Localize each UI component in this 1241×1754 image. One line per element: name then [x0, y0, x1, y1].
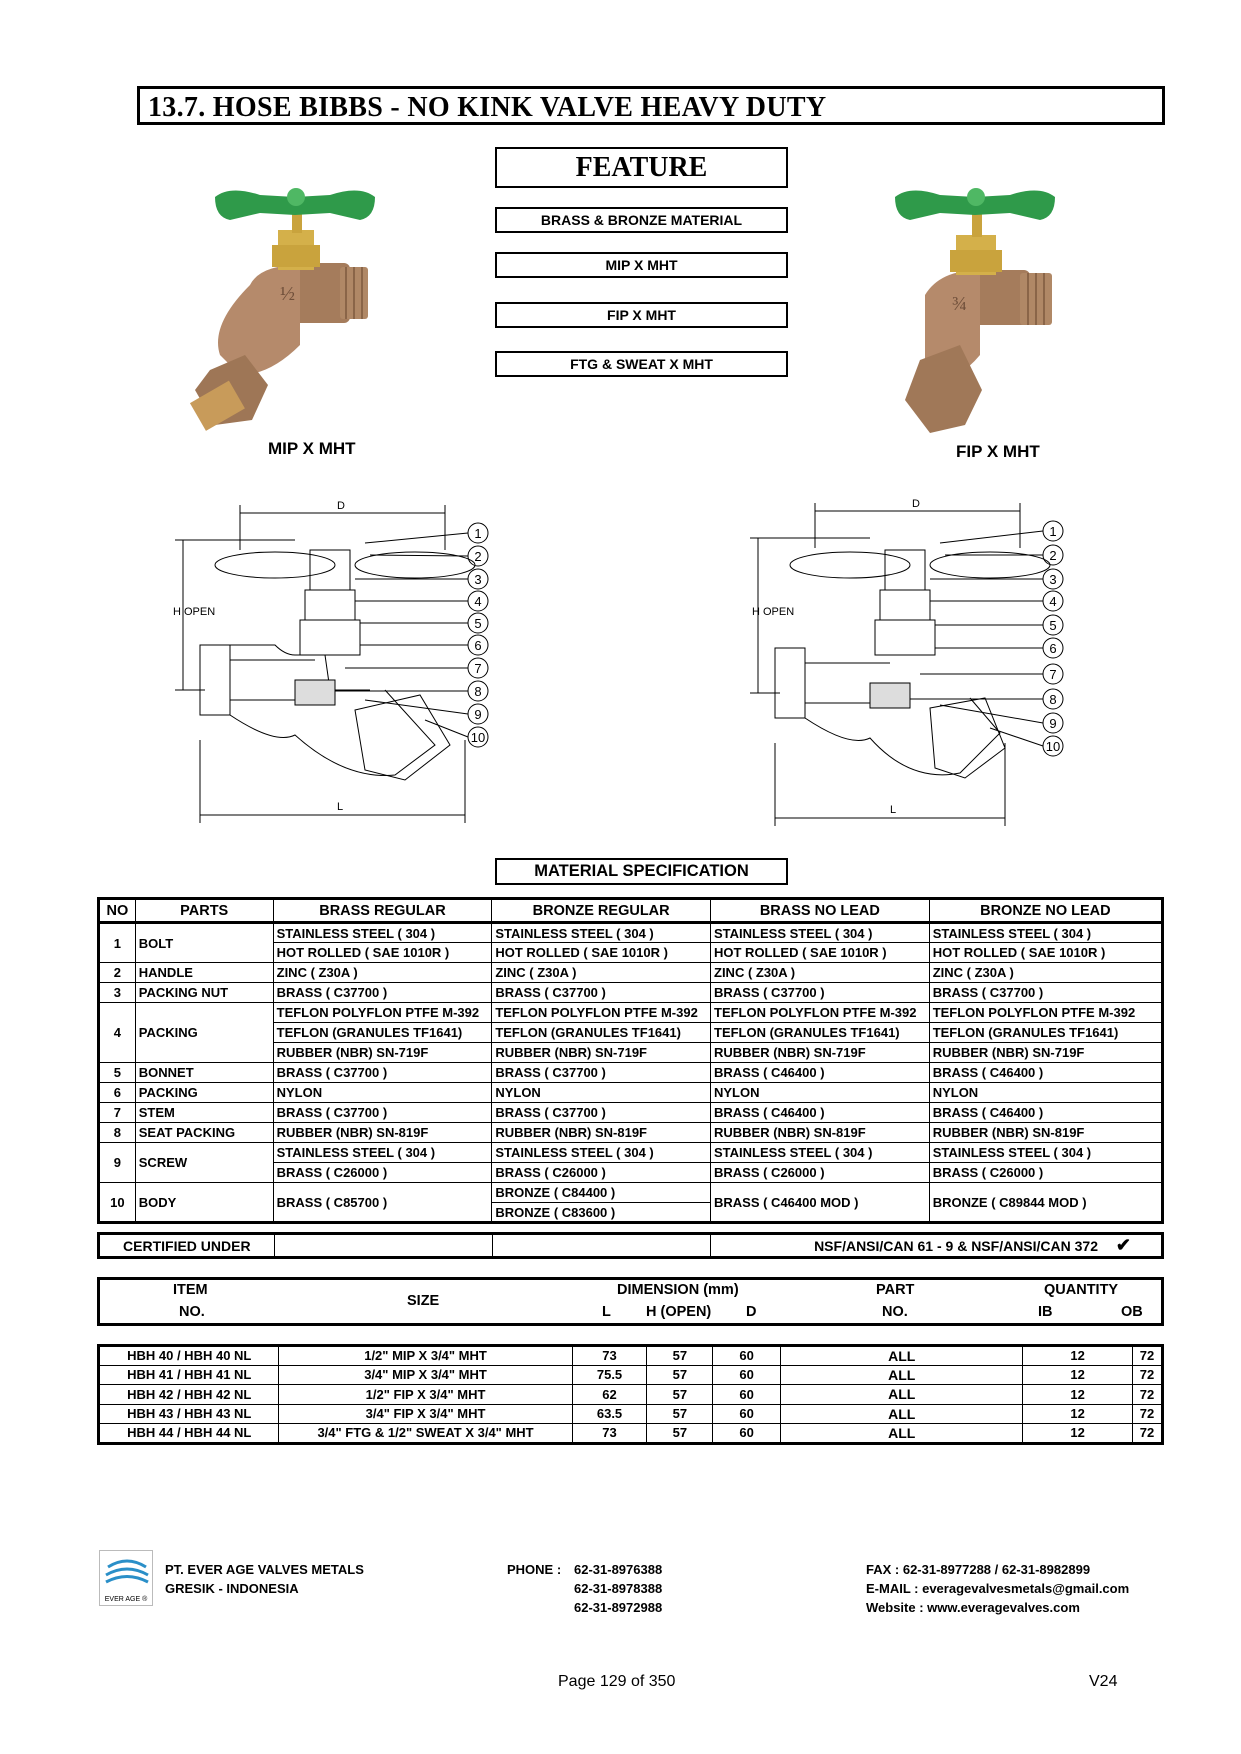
- material-cell: BRONZE ( C83600 ): [492, 1203, 711, 1223]
- table-row: [99, 1346, 1163, 1366]
- left-photo-caption: MIP X MHT: [268, 439, 356, 458]
- dim-d-label: D: [337, 500, 345, 512]
- part-name: PACKING: [135, 1083, 273, 1103]
- material-spec-heading: MATERIAL SPECIFICATION: [495, 858, 788, 885]
- l-cell: 62: [572, 1385, 647, 1405]
- ob-cell: 72: [1132, 1365, 1162, 1385]
- part-cell: ALL: [781, 1424, 1023, 1444]
- part-cell: ALL: [781, 1385, 1023, 1405]
- mip-valve-photo: [190, 175, 380, 435]
- material-spec-table: [97, 897, 1164, 1224]
- item-no-header: NO.: [179, 1304, 205, 1320]
- part-name: HANDLE: [135, 963, 273, 983]
- size-marking: ½: [280, 283, 295, 305]
- part-name: SCREW: [135, 1143, 273, 1183]
- material-cell: BRASS ( C26000 ): [929, 1163, 1162, 1183]
- material-cell: TEFLON (GRANULES TF1641): [273, 1023, 492, 1043]
- material-cell: STAINLESS STEEL ( 304 ): [492, 1143, 711, 1163]
- table-row: [99, 983, 1163, 1003]
- fax-number: FAX : 62-31-8977288 / 62-31-8982899: [866, 1562, 1091, 1577]
- callout-9: 9: [1049, 716, 1057, 731]
- h-cell: 57: [647, 1404, 713, 1424]
- material-cell: STAINLESS STEEL ( 304 ): [711, 1143, 930, 1163]
- col-header: BRONZE NO LEAD: [929, 899, 1162, 923]
- ib-header: IB: [1038, 1304, 1053, 1320]
- material-cell: BRASS ( C37700 ): [273, 983, 492, 1003]
- dimension-table: [97, 1344, 1164, 1445]
- material-cell: BRASS ( C26000 ): [492, 1163, 711, 1183]
- ob-cell: 72: [1132, 1404, 1162, 1424]
- email-address[interactable]: E-MAIL : everagevalvesmetals@gmail.com: [866, 1581, 1130, 1596]
- part-cell: ALL: [781, 1404, 1023, 1424]
- material-cell: ZINC ( Z30A ): [273, 963, 492, 983]
- material-cell: ZINC ( Z30A ): [929, 963, 1162, 983]
- part-no: 1: [99, 923, 136, 963]
- certification-text: NSF/ANSI/CAN 61 - 9 & NSF/ANSI/CAN 372: [814, 1238, 1099, 1254]
- callout-2: 2: [1049, 548, 1057, 563]
- material-cell: BRASS ( C37700 ): [273, 1103, 492, 1123]
- material-cell: BRASS ( C26000 ): [711, 1163, 930, 1183]
- dim-l-label: L: [337, 801, 344, 813]
- ob-header: OB: [1121, 1304, 1143, 1320]
- part-name: BODY: [135, 1183, 273, 1223]
- wave-logo-icon: [100, 1551, 154, 1591]
- h-cell: 57: [647, 1424, 713, 1444]
- part-name: PACKING NUT: [135, 983, 273, 1003]
- quantity-header: QUANTITY: [1044, 1282, 1119, 1298]
- company-location: GRESIK - INDONESIA: [165, 1581, 299, 1596]
- item-cell: HBH 41 / HBH 41 NL: [99, 1365, 279, 1385]
- ob-cell: 72: [1132, 1346, 1162, 1366]
- certification-row: [97, 1232, 1164, 1259]
- callout-4: 4: [474, 594, 482, 609]
- part-name: STEM: [135, 1103, 273, 1123]
- table-row: [99, 1183, 1163, 1203]
- col-header: NO: [99, 899, 136, 923]
- ib-cell: 12: [1023, 1404, 1133, 1424]
- phone-number: 62-31-8972988: [574, 1600, 663, 1615]
- certification-label: CERTIFIED UNDER: [99, 1234, 275, 1258]
- material-cell: TEFLON POLYFLON PTFE M-392: [273, 1003, 492, 1023]
- company-logo: [99, 1550, 153, 1606]
- ib-cell: 12: [1023, 1365, 1133, 1385]
- fip-technical-drawing: [740, 493, 1080, 828]
- size-header: SIZE: [407, 1293, 440, 1309]
- feature-item: MIP X MHT: [495, 252, 788, 278]
- item-cell: HBH 42 / HBH 42 NL: [99, 1385, 279, 1405]
- table-row: [99, 1123, 1163, 1143]
- table-row: [99, 1003, 1163, 1023]
- material-cell: TEFLON (GRANULES TF1641): [929, 1023, 1162, 1043]
- material-cell: RUBBER (NBR) SN-719F: [929, 1043, 1162, 1063]
- callout-3: 3: [474, 572, 482, 587]
- callout-2: 2: [474, 549, 482, 564]
- callout-1: 1: [1049, 524, 1057, 539]
- material-cell: BRONZE ( C89844 MOD ): [929, 1183, 1162, 1223]
- feature-item: FTG & SWEAT X MHT: [495, 351, 788, 377]
- size-marking: ¾: [952, 293, 967, 315]
- material-cell: RUBBER (NBR) SN-819F: [492, 1123, 711, 1143]
- d-cell: 60: [713, 1404, 781, 1424]
- dimension-header-label: DIMENSION (mm): [617, 1282, 739, 1298]
- empty-cell: [274, 1234, 492, 1258]
- material-cell: RUBBER (NBR) SN-719F: [492, 1043, 711, 1063]
- material-cell: TEFLON (GRANULES TF1641): [711, 1023, 930, 1043]
- material-cell: BRASS ( C46400 MOD ): [711, 1183, 930, 1223]
- material-cell: BRASS ( C26000 ): [273, 1163, 492, 1183]
- website-link[interactable]: Website : www.everagevalves.com: [866, 1600, 1080, 1615]
- callout-6: 6: [474, 638, 482, 653]
- feature-heading: FEATURE: [495, 147, 788, 188]
- item-cell: HBH 43 / HBH 43 NL: [99, 1404, 279, 1424]
- dim-h-label: H OPEN: [752, 606, 795, 618]
- d-cell: 60: [713, 1385, 781, 1405]
- l-cell: 75.5: [572, 1365, 647, 1385]
- checkmark-icon: ✔: [1115, 1235, 1131, 1255]
- table-row: [99, 1424, 1163, 1444]
- ib-cell: 12: [1023, 1346, 1133, 1366]
- material-cell: NYLON: [492, 1083, 711, 1103]
- l-cell: 73: [572, 1424, 647, 1444]
- size-cell: 3/4" MIP X 3/4" MHT: [279, 1365, 572, 1385]
- material-cell: BRASS ( C37700 ): [492, 1103, 711, 1123]
- l-cell: 73: [572, 1346, 647, 1366]
- material-cell: HOT ROLLED ( SAE 1010R ): [492, 943, 711, 963]
- feature-item: FIP X MHT: [495, 302, 788, 328]
- material-cell: RUBBER (NBR) SN-819F: [273, 1123, 492, 1143]
- material-cell: BRASS ( C46400 ): [711, 1103, 930, 1123]
- table-row: [99, 1083, 1163, 1103]
- col-header: PARTS: [135, 899, 273, 923]
- col-header: BRASS REGULAR: [273, 899, 492, 923]
- phone-number: 62-31-8976388: [574, 1562, 663, 1577]
- d-cell: 60: [713, 1365, 781, 1385]
- material-cell: BRASS ( C46400 ): [929, 1103, 1162, 1123]
- phone-label: PHONE :: [507, 1562, 562, 1577]
- material-cell: RUBBER (NBR) SN-719F: [711, 1043, 930, 1063]
- part-no: 2: [99, 963, 136, 983]
- table-row: [99, 1385, 1163, 1405]
- material-cell: BRASS ( C46400 ): [711, 1063, 930, 1083]
- callout-5: 5: [474, 616, 482, 631]
- material-cell: TEFLON POLYFLON PTFE M-392: [492, 1003, 711, 1023]
- part-no: 4: [99, 1003, 136, 1063]
- material-cell: NYLON: [929, 1083, 1162, 1103]
- material-cell: STAINLESS STEEL ( 304 ): [711, 923, 930, 943]
- material-cell: NYLON: [711, 1083, 930, 1103]
- material-cell: BRASS ( C37700 ): [711, 983, 930, 1003]
- material-cell: HOT ROLLED ( SAE 1010R ): [929, 943, 1162, 963]
- callout-10: 10: [470, 730, 486, 745]
- material-cell: STAINLESS STEEL ( 304 ): [492, 923, 711, 943]
- material-cell: HOT ROLLED ( SAE 1010R ): [273, 943, 492, 963]
- d-cell: 60: [713, 1346, 781, 1366]
- empty-cell: [492, 1234, 710, 1258]
- h-cell: 57: [647, 1365, 713, 1385]
- table-row: [99, 963, 1163, 983]
- item-header: ITEM: [173, 1282, 208, 1298]
- size-cell: 3/4" FIP X 3/4" MHT: [279, 1404, 572, 1424]
- table-row: [99, 1365, 1163, 1385]
- callout-4: 4: [1049, 594, 1057, 609]
- d-header: D: [746, 1304, 757, 1320]
- page-title: [137, 86, 1165, 125]
- callout-7: 7: [474, 661, 482, 676]
- page-number: Page 129 of 350: [558, 1673, 676, 1690]
- material-cell: NYLON: [273, 1083, 492, 1103]
- phone-number: 62-31-8978388: [574, 1581, 663, 1596]
- size-cell: 1/2" FIP X 3/4" MHT: [279, 1385, 572, 1405]
- certification-value: [711, 1234, 1163, 1258]
- material-cell: STAINLESS STEEL ( 304 ): [929, 1143, 1162, 1163]
- material-cell: ZINC ( Z30A ): [492, 963, 711, 983]
- material-cell: BRASS ( C37700 ): [492, 1063, 711, 1083]
- dim-l-label: L: [890, 804, 897, 816]
- part-header: PART: [876, 1282, 915, 1298]
- material-cell: TEFLON POLYFLON PTFE M-392: [929, 1003, 1162, 1023]
- table-row: [99, 1063, 1163, 1083]
- right-photo-caption: FIP X MHT: [956, 442, 1040, 461]
- material-cell: BRASS ( C85700 ): [273, 1183, 492, 1223]
- table-row: [99, 1404, 1163, 1424]
- part-no: 6: [99, 1083, 136, 1103]
- version-label: V24: [1089, 1673, 1118, 1690]
- ob-cell: 72: [1132, 1385, 1162, 1405]
- table-row: [99, 923, 1163, 943]
- callout-8: 8: [474, 684, 482, 699]
- item-cell: HBH 44 / HBH 44 NL: [99, 1424, 279, 1444]
- callout-8: 8: [1049, 692, 1057, 707]
- company-name: PT. EVER AGE VALVES METALS: [165, 1562, 364, 1577]
- part-cell: ALL: [781, 1365, 1023, 1385]
- h-header: H (OPEN): [646, 1304, 712, 1320]
- size-cell: 3/4" FTG & 1/2" SWEAT X 3/4" MHT: [279, 1424, 572, 1444]
- col-header: BRASS NO LEAD: [711, 899, 930, 923]
- l-cell: 63.5: [572, 1404, 647, 1424]
- size-cell: 1/2" MIP X 3/4" MHT: [279, 1346, 572, 1366]
- dimension-header: [97, 1277, 1164, 1326]
- d-cell: 60: [713, 1424, 781, 1444]
- callout-1: 1: [474, 526, 482, 541]
- material-cell: STAINLESS STEEL ( 304 ): [273, 923, 492, 943]
- callout-7: 7: [1049, 667, 1057, 682]
- part-name: BONNET: [135, 1063, 273, 1083]
- logo-text: EVER AGE ®: [104, 1596, 148, 1603]
- material-cell: TEFLON POLYFLON PTFE M-392: [711, 1003, 930, 1023]
- part-no: 5: [99, 1063, 136, 1083]
- title-text: 13.7. HOSE BIBBS - NO KINK VALVE HEAVY DUTY: [148, 92, 827, 123]
- material-cell: TEFLON (GRANULES TF1641): [492, 1023, 711, 1043]
- callout-3: 3: [1049, 572, 1057, 587]
- dim-h-label: H OPEN: [173, 606, 216, 618]
- material-cell: BRASS ( C46400 ): [929, 1063, 1162, 1083]
- material-cell: STAINLESS STEEL ( 304 ): [929, 923, 1162, 943]
- callout-5: 5: [1049, 618, 1057, 633]
- part-no: 7: [99, 1103, 136, 1123]
- item-cell: HBH 40 / HBH 40 NL: [99, 1346, 279, 1366]
- col-header: BRONZE REGULAR: [492, 899, 711, 923]
- material-cell: ZINC ( Z30A ): [711, 963, 930, 983]
- material-cell: BRONZE ( C84400 ): [492, 1183, 711, 1203]
- material-cell: BRASS ( C37700 ): [273, 1063, 492, 1083]
- table-header-row: [99, 899, 1163, 923]
- callout-6: 6: [1049, 641, 1057, 656]
- material-cell: BRASS ( C37700 ): [492, 983, 711, 1003]
- part-cell: ALL: [781, 1346, 1023, 1366]
- dim-d-label: D: [912, 498, 920, 510]
- ib-cell: 12: [1023, 1424, 1133, 1444]
- part-no-header: NO.: [882, 1304, 908, 1320]
- fip-valve-photo: [880, 175, 1070, 440]
- material-cell: RUBBER (NBR) SN-819F: [711, 1123, 930, 1143]
- part-no: 3: [99, 983, 136, 1003]
- table-row: [99, 1103, 1163, 1123]
- part-name: BOLT: [135, 923, 273, 963]
- mip-technical-drawing: [165, 495, 545, 825]
- h-cell: 57: [647, 1346, 713, 1366]
- material-cell: RUBBER (NBR) SN-819F: [929, 1123, 1162, 1143]
- part-name: PACKING: [135, 1003, 273, 1063]
- material-cell: BRASS ( C37700 ): [929, 983, 1162, 1003]
- material-cell: STAINLESS STEEL ( 304 ): [273, 1143, 492, 1163]
- material-cell: RUBBER (NBR) SN-719F: [273, 1043, 492, 1063]
- l-header: L: [602, 1304, 611, 1320]
- part-no: 10: [99, 1183, 136, 1223]
- part-name: SEAT PACKING: [135, 1123, 273, 1143]
- h-cell: 57: [647, 1385, 713, 1405]
- material-cell: HOT ROLLED ( SAE 1010R ): [711, 943, 930, 963]
- part-no: 8: [99, 1123, 136, 1143]
- table-row: [99, 1143, 1163, 1163]
- feature-item: BRASS & BRONZE MATERIAL: [495, 207, 788, 233]
- callout-9: 9: [474, 707, 482, 722]
- ob-cell: 72: [1132, 1424, 1162, 1444]
- callout-10: 10: [1045, 739, 1061, 754]
- part-no: 9: [99, 1143, 136, 1183]
- ib-cell: 12: [1023, 1385, 1133, 1405]
